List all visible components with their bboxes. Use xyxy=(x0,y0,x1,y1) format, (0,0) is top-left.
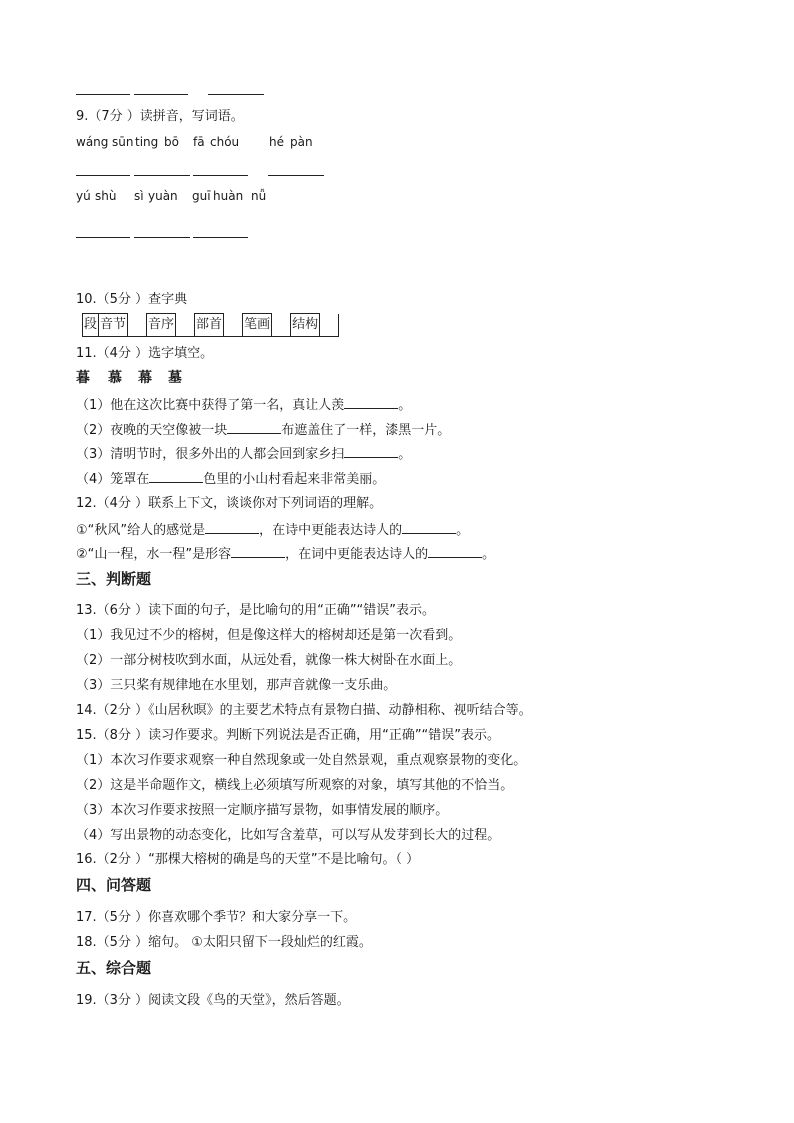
pinyin-syllable: guī xyxy=(192,189,211,203)
fill-item-text: ②“山一程，水一程”是形容 xyxy=(76,547,232,562)
list-item: （2）这是半命题作文，横线上必须填写所观察的对象，填写其他的不恰当。 xyxy=(76,778,514,793)
answer-blank[interactable] xyxy=(344,445,398,458)
question-11-title: 11.（4分 ）选字填空。 xyxy=(76,346,214,361)
answer-blank[interactable] xyxy=(76,237,130,238)
list-item: （1）我见过不少的榕树，但是像这样大的榕树却还是第一次看到。 xyxy=(76,628,462,643)
answer-blank[interactable] xyxy=(128,314,147,337)
question-17: 17.（5分 ）你喜欢哪个季节？和大家分享一下。 xyxy=(76,910,357,925)
section-heading: 五、综合题 xyxy=(76,959,152,977)
char-option: 慕 xyxy=(108,370,122,386)
list-item: （3）本次习作要求按照一定顺序描写景物，如事情发展的顺序。 xyxy=(76,803,449,818)
answer-blank[interactable] xyxy=(76,94,130,95)
question-19: 19.（3分 ）阅读文段《鸟的天堂》，然后答题。 xyxy=(76,993,350,1008)
answer-blank[interactable] xyxy=(193,175,248,176)
fill-item-text: 色里的小山村看起来非常美丽。 xyxy=(203,472,386,487)
pinyin-row-1 xyxy=(76,135,376,149)
question-10-title: 10.（5分 ）查字典 xyxy=(76,292,188,307)
answer-blank[interactable] xyxy=(176,314,195,337)
question-13-title: 13.（6分 ）读下面的句子，是比喻句的用“正确”“错误”表示。 xyxy=(76,603,436,618)
section-heading: 四、问答题 xyxy=(76,876,152,894)
fill-item xyxy=(76,445,411,463)
table-cell: 部首 xyxy=(195,314,224,337)
pinyin-syllable: sì xyxy=(134,189,144,203)
answer-blank[interactable] xyxy=(227,421,281,434)
fill-item-text: （1）他在这次比赛中获得了第一名，真让人羡 xyxy=(76,398,345,413)
question-18: 18.（5分 ）缩句。 ①太阳只留下一段灿烂的红霞。 xyxy=(76,935,372,950)
pinyin-syllable: bō xyxy=(164,135,179,149)
fill-item xyxy=(76,421,450,439)
fill-item xyxy=(76,521,469,539)
answer-blank[interactable] xyxy=(134,94,188,95)
answer-blank[interactable] xyxy=(428,545,482,558)
list-item: （1）本次习作要求观察一种自然现象或一处自然景观，重点观察景物的变化。 xyxy=(76,753,527,768)
answer-blank[interactable] xyxy=(76,175,130,176)
question-15-title: 15.（8分 ）读习作要求。判断下列说法是否正确，用“正确”“错误”表示。 xyxy=(76,728,501,743)
fill-item-text: ，在词中更能表达诗人的 xyxy=(285,547,429,562)
table-cell: 段 xyxy=(83,314,99,337)
question-12-title: 12.（4分 ）联系上下文，谈谈你对下列词语的理解。 xyxy=(76,496,383,511)
fill-item-text: （4）笼罩在 xyxy=(76,472,150,487)
pinyin-syllable: chóu xyxy=(210,135,240,149)
answer-blank[interactable] xyxy=(134,175,190,176)
pinyin-syllable: yú xyxy=(76,189,91,203)
table-cell: 结构 xyxy=(291,314,320,337)
question-9-title: 9.（7分 ）读拼音，写词语。 xyxy=(76,109,244,124)
answer-blank[interactable] xyxy=(224,314,243,337)
table-cell: 音序 xyxy=(147,314,176,337)
pinyin-syllable: pàn xyxy=(290,135,313,149)
answer-blank[interactable] xyxy=(402,521,456,534)
answer-blank[interactable] xyxy=(193,237,248,238)
pinyin-syllable: sūn xyxy=(112,135,134,149)
char-option: 暮 xyxy=(76,370,90,386)
char-option: 墓 xyxy=(168,370,182,386)
answer-blank[interactable] xyxy=(231,545,285,558)
list-item: （3）三只桨有规律地在水里划，那声音就像一支乐曲。 xyxy=(76,678,397,693)
answer-blank[interactable] xyxy=(205,521,259,534)
dictionary-table xyxy=(82,313,339,337)
answer-blank[interactable] xyxy=(272,314,291,337)
pinyin-syllable: fā xyxy=(193,135,205,149)
pinyin-syllable: shù xyxy=(95,189,117,203)
question-16: 16.（2分 ）“那棵大榕树的确是鸟的天堂”不是比喻句。（ ） xyxy=(76,852,420,867)
pinyin-syllable: nǚ xyxy=(251,189,267,203)
fill-item xyxy=(76,396,411,414)
fill-item-text: ，在诗中更能表达诗人的 xyxy=(259,523,403,538)
pinyin-syllable: hé xyxy=(269,135,284,149)
answer-blank[interactable] xyxy=(149,470,203,483)
question-14: 14.（2分 ）《山居秋暝》的主要艺术特点有景物白描、动静相称、视听结合等。 xyxy=(76,703,532,718)
list-item: （2）一部分树枝吹到水面，从远处看，就像一株大树卧在水面上。 xyxy=(76,653,462,668)
section-heading: 三、判断题 xyxy=(76,570,152,588)
table-cell: 音节 xyxy=(99,314,128,337)
pinyin-syllable: huàn xyxy=(213,189,244,203)
pinyin-syllable: wáng xyxy=(76,135,109,149)
fill-item-text: ①“秋风”给人的感觉是 xyxy=(76,523,206,538)
char-option: 幕 xyxy=(138,370,152,386)
answer-blank[interactable] xyxy=(208,94,264,95)
answer-blank[interactable] xyxy=(268,175,324,176)
answer-blank[interactable] xyxy=(320,314,339,337)
fill-item-text: （2）夜晚的天空像被一块 xyxy=(76,423,228,438)
pinyin-row-2 xyxy=(76,189,376,203)
fill-item-text: 布遮盖住了一样，漆黑一片。 xyxy=(281,423,451,438)
list-item: （4）写出景物的动态变化，比如写含羞草，可以写从发芽到长大的过程。 xyxy=(76,828,501,843)
fill-item-text: （3）清明节时，很多外出的人都会回到家乡扫 xyxy=(76,447,345,462)
table-cell: 笔画 xyxy=(243,314,272,337)
answer-blank[interactable] xyxy=(134,237,190,238)
pinyin-syllable: yuàn xyxy=(148,189,178,203)
fill-item-text: 。 xyxy=(482,547,496,562)
fill-item-text: 。 xyxy=(398,398,412,413)
fill-item-text: 。 xyxy=(456,523,470,538)
answer-blank[interactable] xyxy=(344,396,398,409)
pinyin-syllable: ting xyxy=(135,135,159,149)
fill-item xyxy=(76,545,495,563)
fill-item-text: 。 xyxy=(398,447,412,462)
fill-item xyxy=(76,470,385,488)
